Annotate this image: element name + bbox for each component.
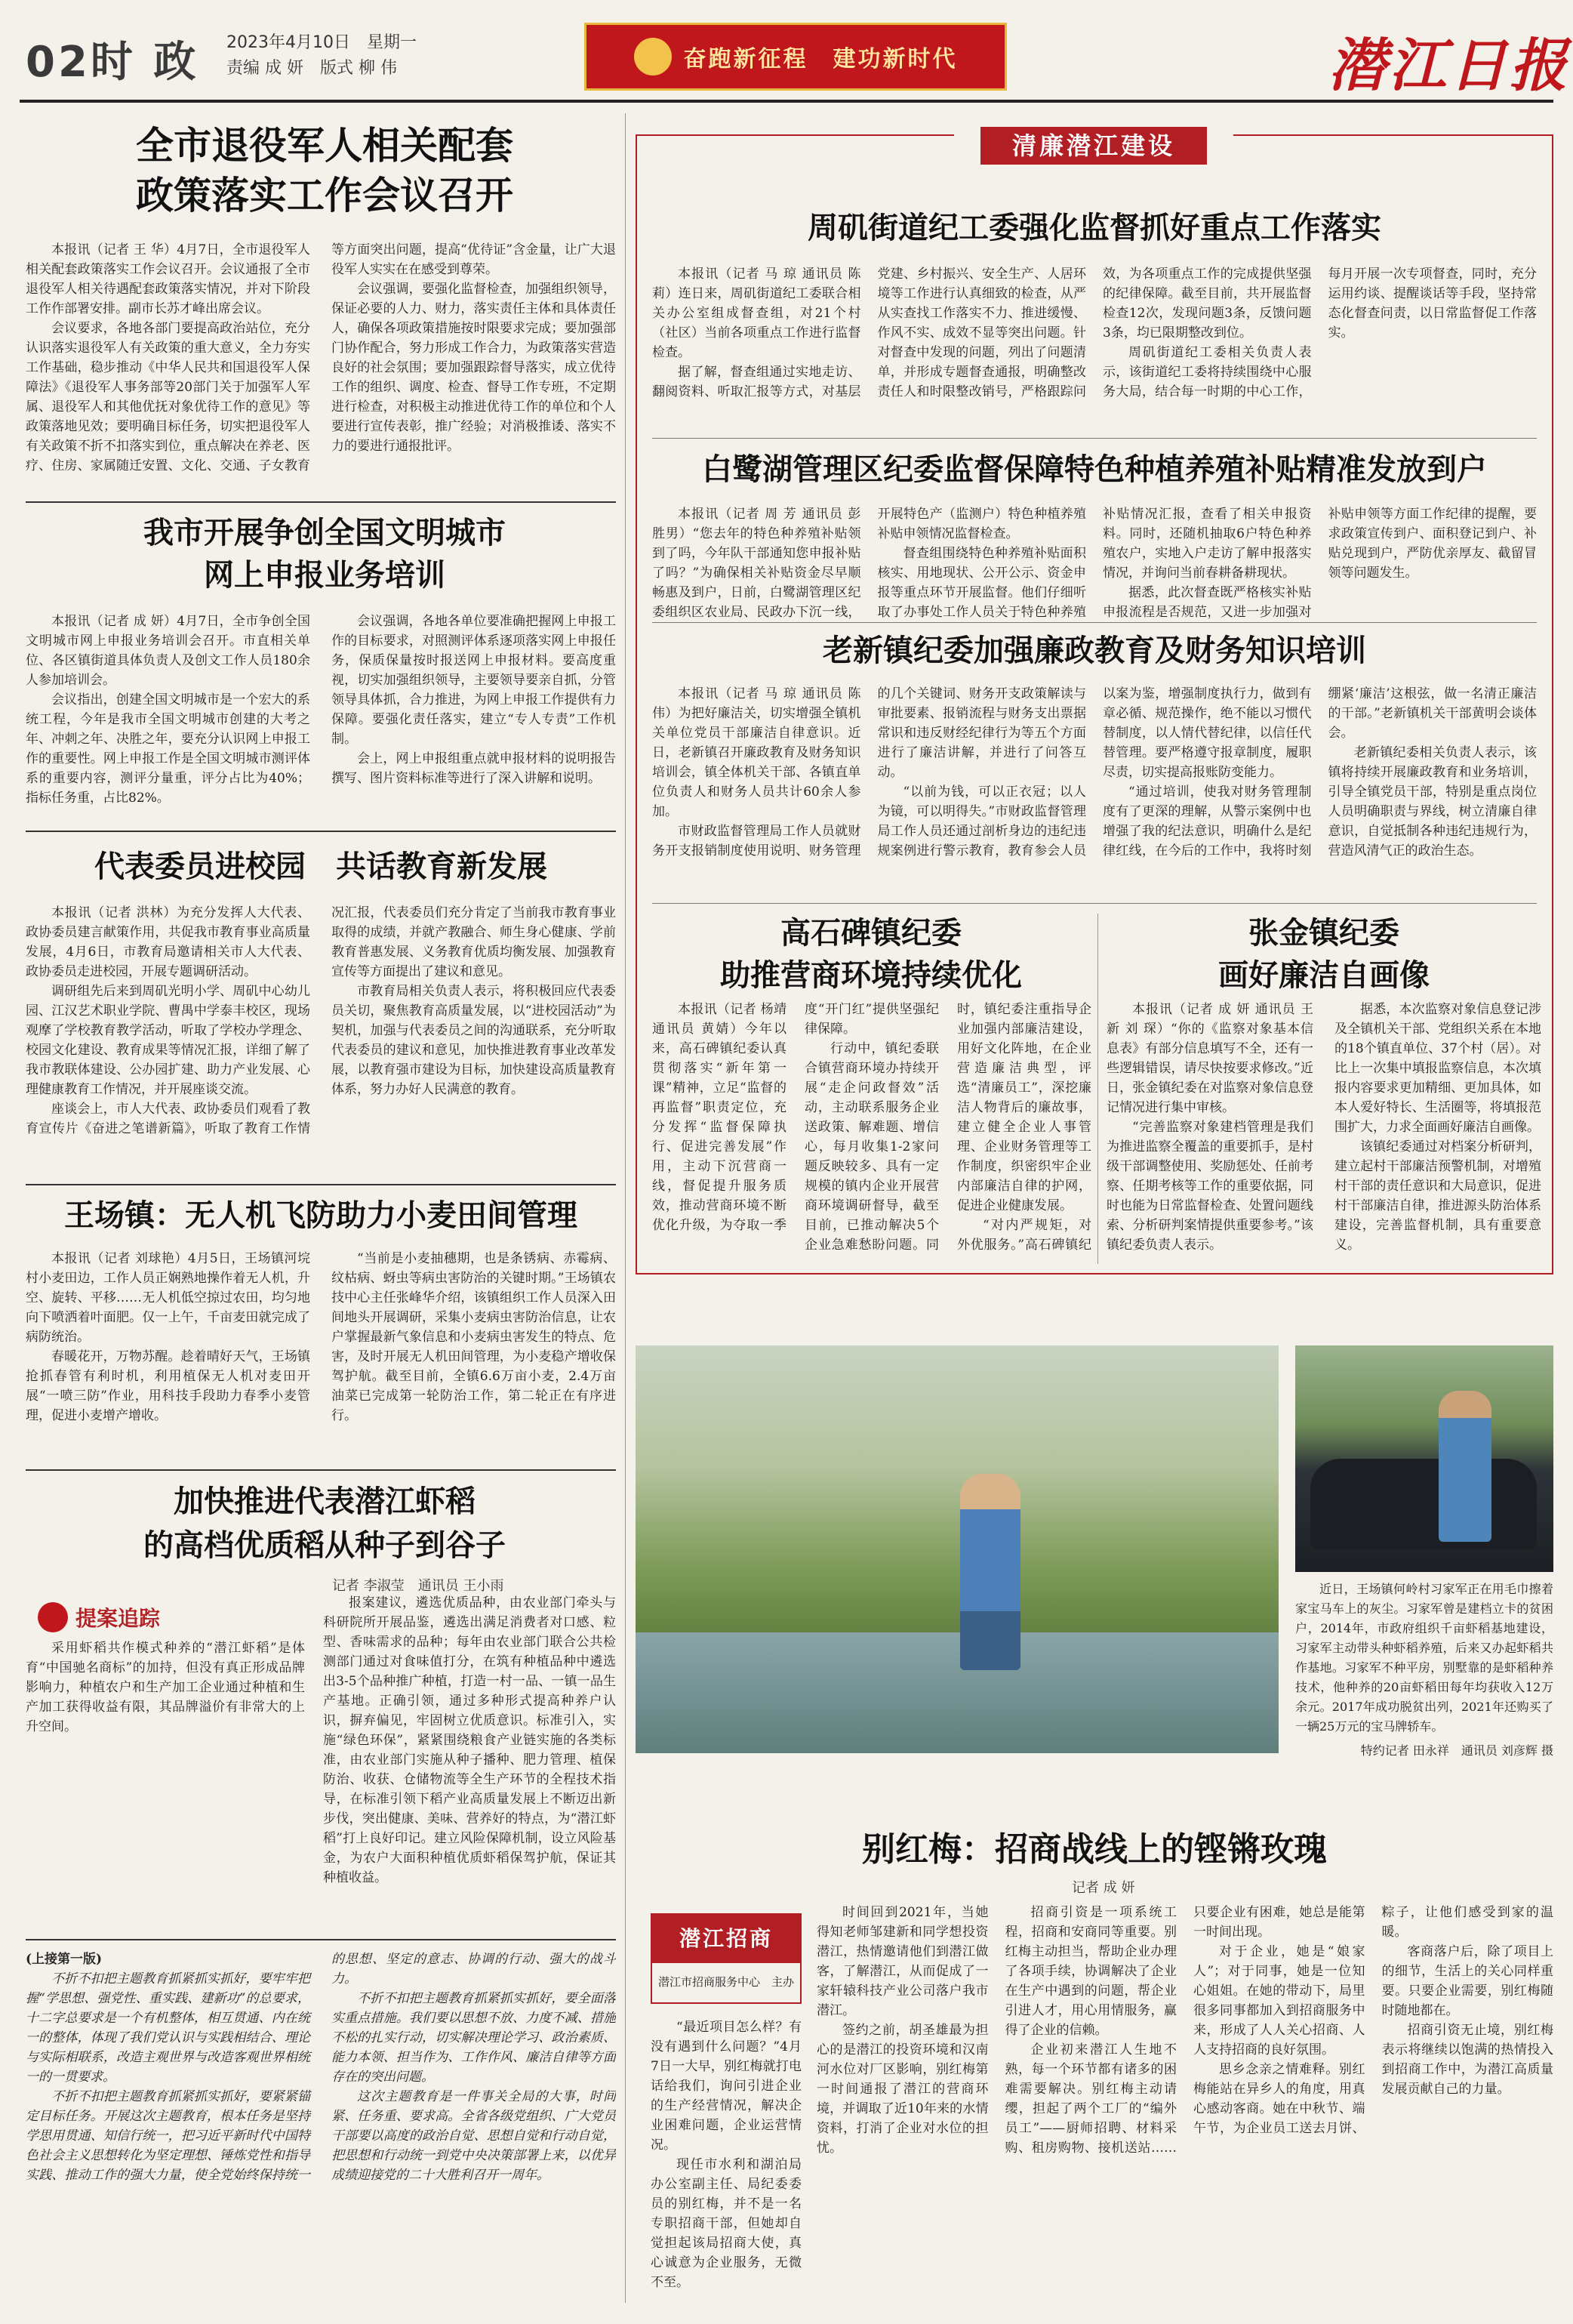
column-rule — [625, 113, 626, 2303]
photo-person — [960, 1474, 1020, 1670]
column-tag — [651, 1913, 802, 2004]
column-tag-label: 潜江招商 — [652, 1915, 800, 1963]
photo-water — [636, 1632, 1279, 1753]
issue-date: 2023年4月10日 星期一 — [226, 33, 417, 52]
photo-caption — [1295, 1580, 1553, 1761]
article-body — [26, 240, 616, 489]
editor-credits: 责编 成 妍 版式 柳 伟 — [226, 59, 397, 78]
photo-credit: 特约记者 田永祥 通讯员 刘彦辉 摄 — [1360, 1743, 1553, 1758]
photo-car-owner — [1295, 1345, 1553, 1572]
paragraph: 招商引资是一项系统工程，招商和安商同等重要。别红梅主动担当，帮助企业办理了各项手续，协调解决了企业在生产中遇到的问题，帮企业引进人才，用心用情服务，赢得了企业的信赖。 — [1005, 1905, 1177, 2038]
paragraph: 不折不扣把主题教育抓紧抓实抓好，要紧紧锚定目标任务。开展这次主题教育，根本任务是坚持学思用贯通、知信行统一，把习近平新时代中国特色社会主义思想转化为坚定理想、锤炼党性和指导实践、推动工作的强大力量，使全党始终保持统一的思想、坚定的意志、协调的行动、强大的战斗力。 — [26, 1952, 616, 2183]
paragraph: 对于企业，她是“娘家人”；对于同事，她是一位知心姐姐。在她的带动下，局里很多同事都加入到招商服务中来，形成了人人关心招商、人人支持招商的良好氛围。 — [1193, 1944, 1365, 2057]
issue-meta — [226, 30, 417, 82]
article-body — [26, 1249, 616, 1460]
paragraph: 本报讯（记者 王 华）4月7日，全市退役军人相关配套政策落实工作会议召开。会议通报了全市退役军人相关待遇配套政策落实情况，并对下阶段工作作部署安排。副市长苏才峰出席会议。 — [26, 242, 310, 316]
article-title: 代表委员进校园 共话教育新发展 — [94, 849, 547, 884]
divider — [26, 1469, 616, 1471]
paragraph: “以前为钱，可以正衣冠；以人为镜，可以明得失。”市财政监督管理局工作人员还通过剖析身边的违纪违规案例进行警示教育，教育参会人员以案为鉴，增强制度执行力，做到有章必循、规范操作，绝不能以习惯代替制度，以人情代替纪律，以信任代替管理。要严格遵守报章制度，履职尽责，切实提高报账防变能力。 — [877, 686, 1312, 858]
continued-article — [26, 1950, 616, 2304]
paragraph: 采用虾稻共作模式种养的“潜江虾稻”是体育“中国驰名商标”的加持，但没有真正形成品牌影响力，种植农户和生产加工企业通过种植和生产加工获得收益有限，其品牌溢价有非常大的上升空间。 — [26, 1641, 305, 1734]
paragraph: 客商落户后，除了项目上的细节，生活上的关心同样重要。只要企业需要，别红梅随时随地都在。 — [1381, 1944, 1553, 2018]
article-body — [652, 1000, 1091, 1264]
article-body — [651, 2017, 802, 2304]
paragraph: 调研组先后来到周矶光明小学、周矶中心幼儿园、江汉艺术职业学院、曹禺中学泰丰校区，现场观摩了学校教育教学活动，听取了学校办学理念、校园文化建设、教育成果等情况汇报，详细了解了我市教联体建设、公办园扩建、助力产业发展、心理健康教育工作情况，并开展座谈交流。 — [26, 984, 310, 1097]
divider — [652, 622, 1537, 623]
article-title: 周矶街道纪工委强化监督抓好重点工作落实 — [808, 210, 1381, 245]
title-line: 画好廉洁自画像 — [1218, 957, 1430, 993]
paragraph: 报案建议，遴选优质品种，由农业部门牵头与科研院所开展品鉴，遴选出满足消费者对口感、粒型、香味需求的品种；每年由农业部门联合公共检测部门通过对食味值打分，在筑有种植品种中遴选出3-5个品种推广种植，打造一村一品、一镇一品生产基地。正确引领，通过多种形式提高种养户认识，摒弃偏见，牢固树立优质意识。标准引入，实施“绿色环保”，紧紧围绕粮食产业链实施的各类标准，由农业部门实施从种子播种、肥力管理、植保防治、收获、仓储物流等全生产环节的全程技术指导，在标准引领下稻产业高质量发展上不断迈出新步伐，突出健康、美味、营养好的特点，为“潜江虾稻”打上良好印记。建立风险保障机制，设立风险基金，为农户大面积种植优质虾稻保驾护航，保证其种植收益。 — [323, 1595, 616, 1885]
paragraph: 本报讯（记者 马 琼 通讯员 陈伟）为把好廉洁关，切实增强全镇机关单位党员干部廉洁自律意识。近日，老新镇召开廉政教育及财务知识培训会，镇全体机关干部、各镇直单位负责人和财务人员共计60余人参加。 — [652, 686, 861, 819]
title-line: 张金镇纪委 — [1248, 915, 1399, 951]
paragraph: 本报讯（记者 马 琼 通讯员 陈 莉）连日来，周矶街道纪工委联合相关办公室组成督查组，对21个村（社区）当前各项重点工作进行监督检查。 — [652, 267, 861, 360]
article-body — [26, 1638, 305, 1925]
article-title — [60, 121, 589, 220]
caption-text: 近日，王场镇何岭村习家军正在用毛巾擦着家宝马车上的灰尘。习家军曾是建档立卡的贫困户，2014年，市政府组织千亩虾稻基地建设，习家军主动带头种虾稻养殖，后来又办起虾稻共作基地。习家军不种平房，别墅靠的是虾稻种养技术，他种养的20亩虾稻田每年均获收入12万余元。2017年成功脱贫出列，2021年还购买了一辆25万元的宝马牌轿车。 — [1295, 1582, 1553, 1734]
divider — [26, 831, 616, 832]
paragraph: 据了解，督查组通过实地走访、翻阅资料、听取汇报等方式，对基层党建、乡村振兴、安全生产、人居环境等工作进行认真细致的检查，从严从实查找工作落实不力、推进缓慢、作风不实、成效不显等突出问题。针对督查中发现的问题，列出了问题清单，并形成专题督查通报，明确整改责任人和时限整改销号，严格跟踪问效，为各项重点工作的完成提供坚强的纪律保障。截至目前，共开展监督检查12次，发现问题3条，反馈问题3条，均已限期整改到位。 — [652, 267, 1312, 399]
paragraph: “完善监察对象建档管理是我们为推进监察全覆盖的重要抓手，是村级干部调整使用、奖励惩处、任前考察、任期考核等工作的重要依据，同时也能为日常监督检查、处置问题线索、分析研判案情提供重要参考。”该镇纪委负责人表示。 — [1107, 1120, 1313, 1253]
slogan-banner — [584, 23, 1007, 91]
article-title: 老新镇纪委加强廉政教育及财务知识培训 — [823, 633, 1366, 668]
proposal-tag — [38, 1601, 294, 1634]
byline: 记者 成 妍 — [1072, 1880, 1135, 1896]
column-rule — [1097, 914, 1098, 1264]
section-tag — [954, 124, 1233, 168]
paragraph: 行动中，镇纪委联合镇营商环境办持续开展“走企问政督效”活动，主动联系服务企业送政策、解难题、增信心，每月收集1-2家问题反映较多、具有一定规模的镇内企业开展营商环境调研督导，截至目前，已推动解决5个企业急难愁盼问题。同时，镇纪委注重指导企业加强内部廉洁建设，用好文化阵地，在企业营造廉洁典型，评选“清廉员工”，深挖廉洁人物背后的廉故事，建立健全企业人事管理、企业财务管理等工作制度，织密织牢企业内部廉洁自律的护网，促进企业健康发展。 — [805, 1002, 1091, 1253]
paragraph: 老新镇纪委相关负责人表示，该镇将持续开展廉政教育和业务培训，引导全镇党员干部，特别是重点岗位人员明确职责与界线，树立清廉自律意识，自觉抵制各种违纪违规行为，营造风清气正的政治生态。 — [1328, 745, 1537, 858]
title-line: 我市开展争创全国文明城市 — [143, 515, 506, 550]
party-emblem-icon — [634, 38, 672, 76]
divider — [26, 1184, 616, 1185]
paragraph: 周矶街道纪工委相关负责人表示，该街道纪工委将持续围绕中心服务大局，结合每一时期的中心工作，每月开展一次专项督查，同时，充分运用约谈、提醒谈话等手段，坚持常态化督查问责，以日常监督促工作落实。 — [1103, 267, 1537, 399]
paragraph: 本报讯（记者 成 妍）4月7日，全市争创全国文明城市网上申报业务培训会召开。市直相关单位、各区镇街道具体负责人及创文工作人员180余人参加培训会。 — [26, 614, 310, 688]
paragraph: 签约之前，胡圣雄最为担心的是潜江的投资环境和汉南河水位对厂区影响，别红梅第一时间通报了潜江的营商环境，并调取了近10年来的水情资料，打消了企业对水位的担忧。 — [817, 2023, 989, 2156]
article-title: 白鹭湖管理区纪委监督保障特色种植养殖补贴精准发放到户 — [702, 452, 1487, 487]
photo-car — [1310, 1459, 1537, 1549]
title-line: 高石碑镇纪委 — [780, 915, 962, 951]
paragraph: 会议要求，各地各部门要提高政治站位，充分认识落实退役军人有关政策的重大意义，全力夯实工作基础，稳步推动《中华人民共和国退役军人保障法》《退役军人事务部等20部门关于加强军人军属、退役军人和其他优抚对象优待工作的意见》等政策落地见效；要明确目标任务，切实把退役军人有关政策不折不扣落实到位，重点解决在养老、医疗、住房、家属随迁安置、文化、交通、子女教育等方面突出问题，提高“优待证”含金量，让广大退役军人实实在在感受到尊荣。 — [26, 242, 616, 473]
tag-label: 提案追踪 — [75, 1606, 161, 1631]
paragraph: 本报讯（记者 周 芳 通讯员 彭胜男）“您去年的特色种养殖补贴领到了吗，今年队干部通知您申报补贴了吗？”为确保相关补贴资金尽早顺畅惠及到户，日前，白鹭湖管理区纪委组织区农业局、民政办下沉一线，开展特色产（监测户）特色种植养殖补贴申领情况监督检查。 — [652, 507, 1086, 620]
paragraph: 座谈会上，市人大代表、政协委员们观看了教育宣传片《奋进之笔谱新篇》，听取了教育工作情况汇报，代表委员们充分肯定了当前我市教育事业取得的成绩，并就产教融合、师生身心健康、学前教育普惠发展、义务教育优质均衡发展、加强教育宣传等方面提出了建议和意见。 — [26, 905, 616, 1136]
article-body — [26, 903, 616, 1170]
paragraph: 时间回到2021年，当她得知老师邹建新和同学想投资潜江，热情邀请他们到潜江做客，了解潜江，从而促成了一家轩辕科技产业公司落户我市潜江。 — [817, 1905, 989, 2018]
page-number: 02时 政 — [26, 38, 199, 87]
paragraph: 会上，网上申报组重点就申报材料的说明报告撰写、图片资料标准等进行了深入讲解和说明。 — [331, 751, 616, 786]
paragraph: 该镇纪委通过对档案分析研判，建立起村干部廉洁预警机制，对增殖村干部的责任意识和大局意识，促进村干部廉洁自律，推进源头防治体系建设，完善监督机制，具有重要意义。 — [1334, 1139, 1541, 1253]
paragraph: 市教育局相关负责人表示，将积极回应代表委员关切，聚焦教育高质量发展，以“进校园活动”为契机，加强与代表委员之间的沟通联系，充分听取代表委员的建议和意见，加快推进教育事业改革发展，以教育强市建设为目标，加快建设高质量教育体系，努力办好人民满意的教育。 — [331, 984, 616, 1097]
article-body — [1107, 1000, 1541, 1264]
paragraph: 会议强调，各地各单位要准确把握网上申报工作的目标要求，对照测评体系逐项落实网上申报任务，保质保量按时报送网上申报材料。要高度重视，切实加强组织领导，主要领导要亲自抓，分管领导具体抓，合力推进，为网上申报工作提供有力保障。要强化责任落实，建立“专人专责”工作机制。 — [331, 614, 616, 747]
newspaper-masthead: 潜江日报 — [1328, 32, 1570, 99]
continued-label: (上接第一版) — [26, 1952, 103, 1967]
paragraph: 据悉，本次监察对象信息登记涉及全镇机关干部、党组织关系在本地的18个镇直单位、37个村（居）。对比上一次集中填报监察信息，本次填报内容要求更加精细、更加具体，如本人爱好特长、生活圈等，将填报范围扩大，力求全面画好廉洁自画像。 — [1334, 1002, 1541, 1135]
paragraph: 会议强调，要强化监督检查，加强组织领导，保证必要的人力、财力，落实责任主体和具体责任人，确保各项政策措施按时限要求完成；要加强部门协作配合，努力形成工作合力，为政策落实营造良好的社会氛围；要加强跟踪督导落实，成立优待工作的组织、调度、检查、督导工作专班，不定期进行检查，对积极主动推进优待工作的单位和个人要进行宣传表彰，推广经验；对消极推诿、落实不力的要进行通报批评。 — [331, 282, 616, 454]
divider — [26, 501, 616, 503]
article-title — [60, 1480, 589, 1567]
paragraph: 本报讯（记者 杨靖 通讯员 黄婧）今年以来，高石碑镇纪委认真贯彻落实“新年第一课”精神，立足“监督的再监督”职责定位，充分发挥“监督保障执行、促进完善发展”作用，主动下沉营商一线，督促提升服务质效，推动营商环境不断优化升级，为夺取一季度“开门红”提供坚强纪律保障。 — [652, 1002, 939, 1233]
article-title: 王场镇：无人机飞防助力小麦田间管理 — [64, 1197, 577, 1233]
paragraph: “对内严规矩，对外优服务。”高石碑镇纪 — [957, 1218, 1091, 1253]
paragraph: 不折不扣把主题教育抓紧抓实抓好，要全面落实重点措施。我们要以思想不放、力度不减、措施不松的扎实行动，切实解决理论学习、政治素质、能力本领、担当作为、工作作风、廉洁自律等方面存在的突出问题。 — [331, 1991, 616, 2085]
paragraph: 思乡念亲之情难释。别红梅能站在异乡人的角度，用真心感动客商。她在中秋节、端午节，为企业员工送去月饼、粽子，让他们感受到家的温暖。 — [1193, 1905, 1553, 2136]
title-line: 加快推进代表潜江虾稻 — [174, 1484, 476, 1519]
paragraph: 这次主题教育是一件事关全局的大事，时间紧、任务重、要求高。全省各级党组织、广大党员干部要以高度的政治自觉、思想自觉和行动自觉，把思想和行动统一到党中央决策部署上来，以优异成绩迎接党的二十大胜利召开一周年。 — [331, 2089, 616, 2183]
article-title — [60, 512, 589, 596]
paragraph: “最近项目怎么样？有没有遇到什么问题？”4月7日一大早，别红梅就打电话给我们，询问引进企业的生产经营情况，解决企业困难问题，企业运营情况。 — [651, 2020, 802, 2153]
paragraph: 不折不扣把主题教育抓紧抓实抓好，要牢牢把握“学思想、强党性、重实践、建新功”的总要求，十二字总要求是一个有机整体，相互贯通、内在统一的整体，体现了我们党认识与实践相结合、理论与实际相联系，改造主观世界与改造客观世界相统一的一贯要求。 — [26, 1971, 310, 2085]
title-line: 助推营商环境持续优化 — [720, 957, 1022, 993]
title-line: 网上申报业务培训 — [204, 557, 445, 593]
paragraph: 企业初来潜江人生地不熟，每一个环节都有诸多的困难需要解决。别红梅主动请缨，担起了两个工厂的“编外员工”——厨师招聘、材料采购、租房购物、接机送站……只要企业有困难，她总是能第一时间出现。 — [1005, 1905, 1365, 2156]
paragraph: “通过培训，使我对财务管理制度有了更深的理解，从警示案例中也增强了我的纪法意识，明确什么是纪律红线，在今后的工作中，我将时刻绷紧‘廉洁’这根弦，做一名清正廉洁的干部。”老新镇机关干部黄明会谈体会。 — [1103, 686, 1537, 858]
paragraph: 本报讯（记者 洪林）为充分发挥人大代表、政协委员建言献策作用，共促我市教育事业高质量发展，4月6日，市教育局邀请相关市人大代表、政协委员走进校园，开展专题调研活动。 — [26, 905, 310, 979]
paragraph: 据悉，此次督查既严格核实补贴申报流程是否规范，又进一步加强对补贴申领等方面工作纪律的提醒，要求政策宣传到户、面积登记到户、补贴兑现到户，严防优亲厚友、截留冒领等问题发生。 — [1103, 507, 1537, 620]
article-title: 别红梅：招商战线上的铿锵玫瑰 — [862, 1830, 1327, 1869]
paragraph: 市财政监督管理局工作人员就财务开支报销制度使用说明、财务管理的几个关键词、财务开支政策解读与审批要素、报销流程与财务支出票据常识和违反财经纪律行为等五个方面进行了廉洁讲解，并进行了问答互动。 — [652, 686, 1086, 858]
article-body — [652, 264, 1537, 430]
divider — [652, 903, 1537, 904]
photo-farmer-field — [636, 1345, 1279, 1753]
paragraph: 本报讯（记者 刘球艳）4月5日，王场镇河垸村小麦田边，工作人员正娴熟地操作着无人机，升空、旋转、平移……无人机低空掠过农田，均匀地向下喷洒着叶面肥。仅一上午，千亩麦田就完成了病防统治。 — [26, 1251, 310, 1345]
article-body — [26, 612, 616, 815]
banner-text: 奋跑新征程 建功新时代 — [683, 46, 958, 72]
byline: 记者 李淑莹 通讯员 王小雨 — [332, 1578, 504, 1594]
paragraph: 现任市水利和湖泊局办公室副主任、局纪委委员的别红梅，并不是一名专职招商干部，但她却自觉担起该局招商大使，真心诚意为企业服务，无微不至。 — [651, 2157, 802, 2290]
article-body — [652, 504, 1537, 648]
header-rule — [20, 100, 1553, 103]
divider — [652, 438, 1537, 439]
article-body — [817, 1903, 1553, 2304]
article-body — [652, 684, 1537, 888]
paragraph: 督查组围绕特色种养殖补贴面积核实、用地现状、公开公示、资金申报等重点环节开展监督。他们仔细听取了办事处工作人员关于特色种养殖补贴情况汇报，查看了相关申报资料。同时，还随机抽取6户特色种养殖农户，实地入户走访了解申报落实情况，并询问当前春耕备耕现状。 — [877, 507, 1312, 620]
title-line: 全市退役军人相关配套 — [136, 123, 513, 168]
paragraph: 招商引资无止境，别红梅表示将继续以饱满的热情投入到招商工作中，为潜江高质量发展贡献自己的力量。 — [1381, 2023, 1553, 2097]
paragraph: “当前是小麦抽穗期，也是条锈病、赤霉病、纹枯病、蚜虫等病虫害防治的关键时期。”王场镇农技中心主任张峰华介绍，该镇组织工作人员深入田间地头开展调研，采集小麦病虫害防治信息，让农户掌握最新气象信息和小麦病虫害发生的特点、危害，及时开展无人机田间管理，为小麦稳产增收保驾护航。截至目前，全镇6.6万亩小麦，2.4万亩油菜已完成第一轮防治工作，第二轮正在有序进行。 — [331, 1251, 616, 1423]
article-title — [652, 912, 1090, 997]
article-title — [1105, 912, 1543, 997]
title-line: 政策落实工作会议召开 — [136, 173, 513, 217]
section-tag-label: 清廉潜江建设 — [980, 127, 1207, 165]
divider — [26, 1939, 616, 1940]
paragraph: 本报讯（记者 成 妍 通讯员 王 新 刘 琛）“你的《监察对象基本信息表》有部分信息填写不全，还有一些逻辑错误，请尽快按要求修改。”近日，张金镇纪委在对监察对象信息登记情况进行集中审核。 — [1107, 1002, 1313, 1115]
article-body — [323, 1593, 616, 1925]
title-line: 的高档优质稻从种子到谷子 — [143, 1527, 506, 1563]
paragraph: 春暖花开，万物苏醒。趁着晴好天气，王场镇抢抓春管有利时机，利用植保无人机对麦田开展“一喷三防”作业，用科技手段助力春季小麦管理，促进小麦增产增收。 — [26, 1349, 310, 1423]
photo-person — [1439, 1391, 1491, 1542]
paragraph: 会议指出，创建全国文明城市是一个宏大的系统工程，今年是我市全国文明城市创建的大考之年、冲刺之年、决胜之年，要充分认识网上申报工作的重要性。网上申报工作是全国文明城市测评体系的重要内容，测评分量重，评分占比为40%；指标任务重，占比82%。 — [26, 692, 310, 806]
cppcc-emblem-icon — [38, 1602, 68, 1632]
column-tag-host: 潜江市招商服务中心 主办 — [657, 1975, 794, 1989]
